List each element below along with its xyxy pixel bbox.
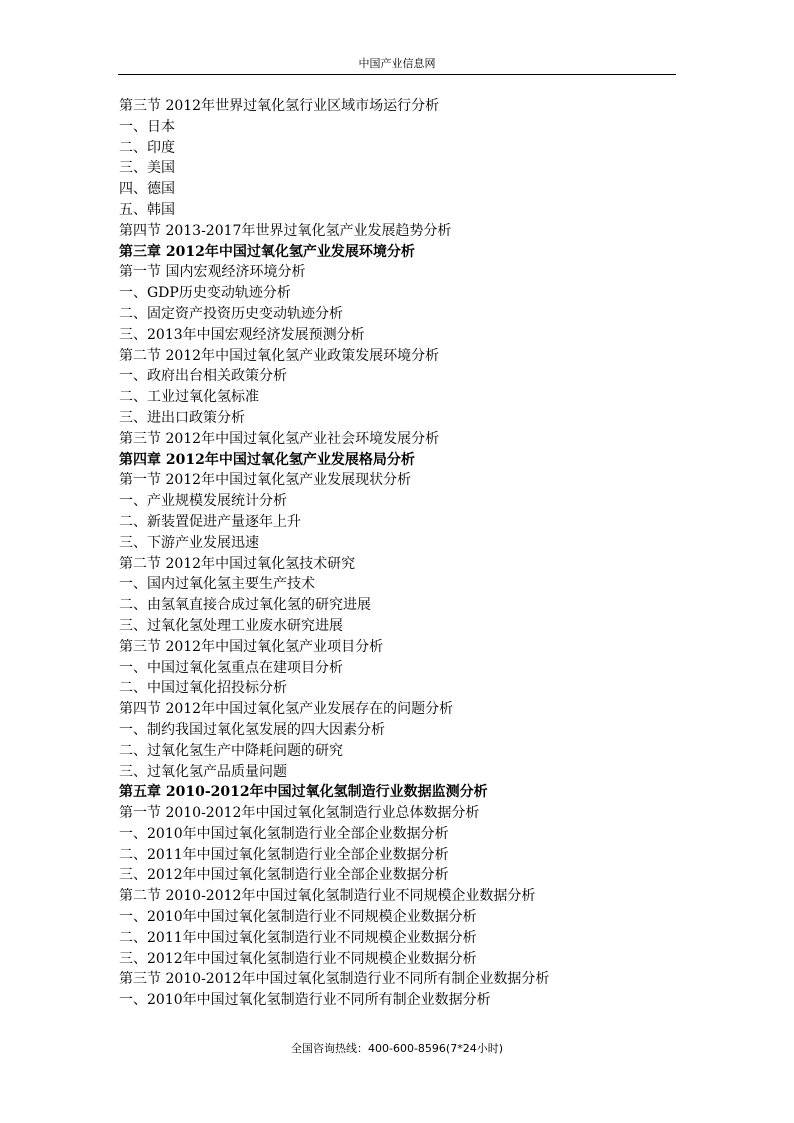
toc-section-heading: 第一节 2010-2012年中国过氧化氢制造行业总体数据分析 — [119, 805, 480, 822]
toc-item: 三、过氧化氢产品质量问题 — [119, 763, 287, 780]
toc-item: 五、韩国 — [119, 201, 175, 218]
toc-section-heading: 第四节 2013-2017年世界过氧化氢产业发展趋势分析 — [119, 222, 452, 239]
toc-item: 一、制约我国过氧化氢发展的四大因素分析 — [119, 721, 385, 738]
header-divider — [118, 74, 676, 75]
toc-item: 二、工业过氧化氢标准 — [119, 389, 259, 406]
toc-item: 一、产业规模发展统计分析 — [119, 493, 287, 510]
toc-item: 三、美国 — [119, 160, 175, 177]
toc-item: 一、GDP历史变动轨迹分析 — [119, 285, 291, 302]
toc-item: 三、2012年中国过氧化氢制造行业全部企业数据分析 — [119, 867, 449, 884]
toc-section-heading: 第三节 2012年中国过氧化氢产业社会环境发展分析 — [119, 430, 440, 447]
toc-item: 二、2011年中国过氧化氢制造行业不同规模企业数据分析 — [119, 929, 477, 946]
toc-item: 三、进出口政策分析 — [119, 409, 245, 426]
toc-chapter-heading: 第三章 2012年中国过氧化氢产业发展环境分析 — [119, 243, 415, 260]
page-header-title: 中国产业信息网 — [358, 57, 436, 70]
toc-section-heading: 第三节 2012年世界过氧化氢行业区域市场运行分析 — [119, 98, 440, 114]
toc-item: 一、2010年中国过氧化氢制造行业全部企业数据分析 — [119, 825, 449, 842]
toc-item: 一、国内过氧化氢主要生产技术 — [119, 576, 315, 593]
toc-section-heading: 第三节 2010-2012年中国过氧化氢制造行业不同所有制企业数据分析 — [119, 971, 550, 988]
toc-item: 二、2011年中国过氧化氢制造行业全部企业数据分析 — [119, 846, 449, 863]
toc-item: 一、中国过氧化氢重点在建项目分析 — [119, 659, 343, 676]
toc-section-heading: 第二节 2012年中国过氧化氢技术研究 — [119, 555, 356, 572]
toc-item: 二、新装置促进产量逐年上升 — [119, 513, 301, 530]
toc-section-heading: 第一节 2012年中国过氧化氢产业发展现状分析 — [119, 472, 412, 489]
toc-item: 三、2013年中国宏观经济发展预测分析 — [119, 326, 365, 343]
toc-section-heading: 第二节 2012年中国过氧化氢产业政策发展环境分析 — [119, 347, 440, 364]
table-of-contents — [119, 96, 719, 1011]
toc-item: 一、政府出台相关政策分析 — [119, 368, 287, 385]
toc-item: 二、中国过氧化招投标分析 — [119, 680, 287, 697]
toc-item: 二、过氧化氢生产中降耗问题的研究 — [119, 742, 343, 759]
footer-hotline: 全国咨询热线：400-600-8596(7*24小时) — [290, 1042, 503, 1055]
toc-item: 三、过氧化氢处理工业废水研究进展 — [119, 617, 343, 634]
toc-item: 一、日本 — [119, 118, 175, 135]
toc-item: 一、2010年中国过氧化氢制造行业不同规模企业数据分析 — [119, 909, 477, 926]
toc-chapter-heading: 第五章 2010-2012年中国过氧化氢制造行业数据监测分析 — [119, 784, 488, 801]
toc-item: 二、印度 — [119, 139, 175, 156]
toc-section-heading: 第三节 2012年中国过氧化氢产业项目分析 — [119, 638, 384, 655]
toc-item: 三、2012年中国过氧化氢制造行业不同规模企业数据分析 — [119, 950, 477, 967]
toc-section-heading: 第二节 2010-2012年中国过氧化氢制造行业不同规模企业数据分析 — [119, 888, 536, 905]
toc-section-heading: 第四节 2012年中国过氧化氢产业发展存在的问题分析 — [119, 701, 454, 718]
toc-item: 一、2010年中国过氧化氢制造行业不同所有制企业数据分析 — [119, 992, 491, 1009]
toc-item: 三、下游产业发展迅速 — [119, 534, 259, 551]
toc-item: 二、固定资产投资历史变动轨迹分析 — [119, 305, 343, 322]
toc-item: 二、由氢氧直接合成过氧化氢的研究进展 — [119, 597, 371, 614]
toc-item: 四、德国 — [119, 181, 175, 198]
toc-chapter-heading: 第四章 2012年中国过氧化氢产业发展格局分析 — [119, 451, 415, 468]
toc-section-heading: 第一节 国内宏观经济环境分析 — [119, 264, 306, 281]
